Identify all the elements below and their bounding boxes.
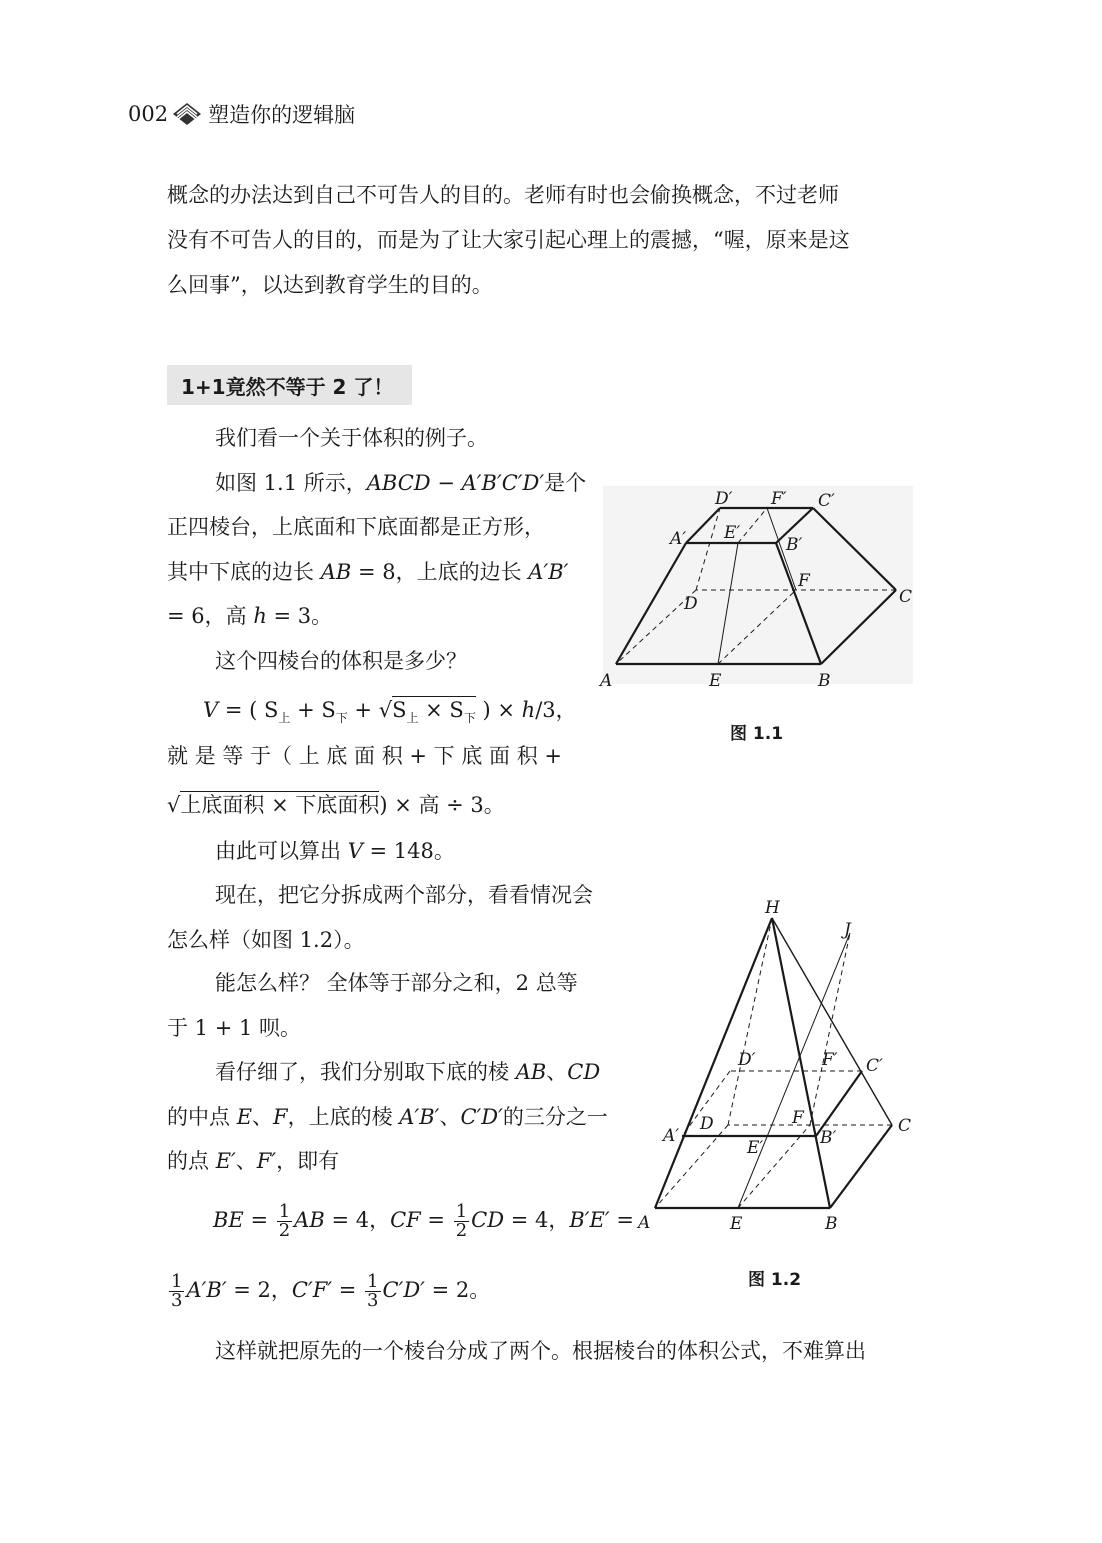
label-B-prime: B′ [820,1128,837,1148]
label-F-prime: F′ [822,1050,838,1070]
label-C-prime: C′ [818,491,835,511]
label-J: J [844,920,851,940]
label-C-prime: C′ [866,1056,883,1076]
body-line: 这样就把原先的一个棱台分成了两个。根据棱台的体积公式，不难算出 [215,1339,866,1363]
edge-BC [830,1125,892,1208]
label-F: F [792,1108,804,1128]
body-line: 这个四棱台的体积是多少？ [215,649,467,673]
page-header [128,98,355,130]
body-line: 正四棱台，上底面和下底面都是正方形， [167,515,545,539]
section-heading: 1+1竟然不等于 2 了！ [181,375,394,399]
section-heading-box [167,365,412,405]
body-line: 的中点 E、F，上底的棱 A′B′、C′D′的三分之一 [167,1105,608,1129]
edge-B1C1 [816,1071,862,1136]
figure-1-2 [630,893,920,1238]
book-logo-icon [172,102,202,126]
label-E: E [730,1214,743,1234]
intro-line-2: 没有不可告人的目的，而是为了让大家引起心理上的震撼，“喔，原来是这 [167,228,850,252]
body-line: 其中下底的边长 AB = 8，上底的边长 A′B′ [167,560,569,584]
label-E: E [709,671,722,691]
body-line: 就 是 等 于（ 上 底 面 积 + 下 底 面 积 + [167,744,562,768]
edge-CH [772,918,892,1125]
equation-line-2: $\frac{1}{3}$ A′B′ = 2，C′F′ = $\frac{1}{3}$ C′D′ = 2。 [171,1271,491,1311]
label-A: A [638,1213,651,1233]
label-A-prime: A′ [663,1126,680,1146]
label-E-prime: E′ [747,1138,764,1158]
body-line: √上底面积 × 下底面积) × 高 ÷ 3。 [167,793,505,817]
body-line: 能怎么样？ 全体等于部分之和，2 总等 [215,971,578,995]
label-B: B [825,1214,838,1234]
label-D-prime: D′ [715,489,733,509]
body-line: 如图 1.1 所示，ABCD − A′B′C′D′是个 [215,471,587,495]
intro-line-3: 么回事”，以达到教育学生的目的。 [167,273,493,297]
equation-line-1: BE = $\frac{1}{2}$ AB = 4，CF = $\frac{1}{2}$ CD = 4，B′E′ = [213,1201,634,1241]
label-F: F [798,571,810,591]
label-B: B [818,671,831,691]
label-A: A [600,671,613,691]
body-line: 怎么样（如图 1.2）。 [167,928,365,952]
body-line: 看仔细了，我们分别取下底的棱 AB、CD [215,1060,601,1084]
label-H: H [765,898,780,918]
label-B-prime: B′ [786,535,803,555]
body-line: 我们看一个关于体积的例子。 [215,426,488,450]
label-C: C [898,1116,912,1136]
book-title: 塑造你的逻辑脑 [208,103,356,127]
body-line: 现在，把它分拆成两个部分，看看情况会 [215,883,593,907]
label-D-prime: D′ [738,1050,756,1070]
volume-formula: V = ( $S_上 + S_下 + √S_上 \times S_下$ ) × h/3， [203,698,577,726]
label-F-prime: F′ [771,489,787,509]
page-number: 002 [128,102,169,126]
label-C: C [899,587,913,607]
intro-line-1: 概念的办法达到自己不可告人的目的。老师有时也会偷换概念，不过老师 [167,183,839,207]
edge-DH [728,918,772,1125]
label-D: D [684,594,698,614]
label-A-prime: A′ [670,529,687,549]
label-D: D [700,1114,714,1134]
figure-1-2-caption: 图 1.2 [748,1270,802,1290]
body-line: 由此可以算出 V = 148。 [215,839,455,863]
figure-1-1-caption: 图 1.1 [730,724,784,744]
body-line: 于 1 + 1 呗。 [167,1016,302,1040]
body-line: = 6，高 h = 3。 [167,604,333,628]
figure-1-1 [598,486,918,691]
body-line: 的点 E′、F′，即有 [167,1149,340,1173]
figure-1-1-background [603,486,913,684]
label-E-prime: E′ [724,523,741,543]
